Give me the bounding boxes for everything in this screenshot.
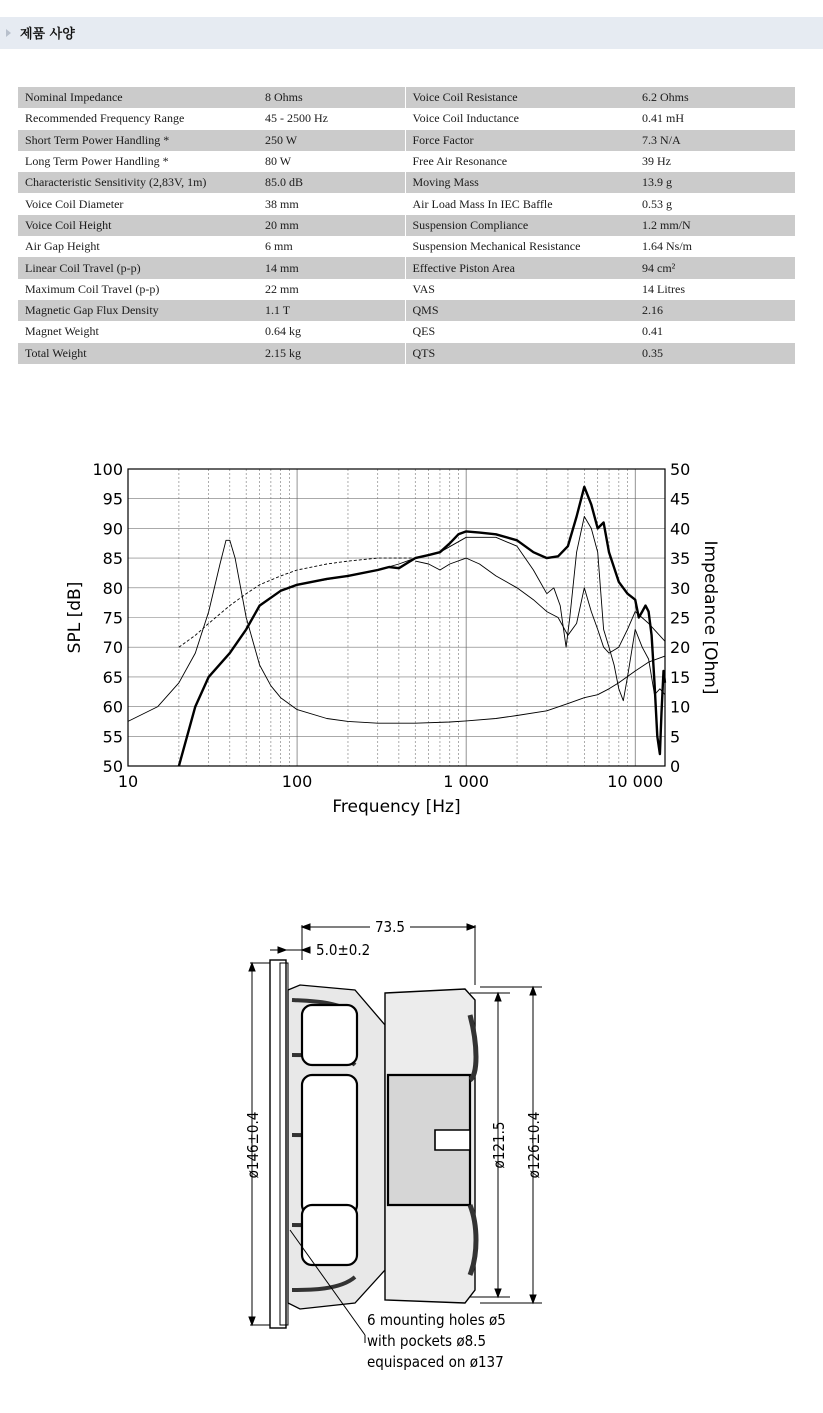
spec-value-right: 0.41 bbox=[642, 324, 663, 339]
dim-outer-diameter: ø146±0.4 bbox=[244, 1111, 262, 1179]
spec-value-left: 45 - 2500 Hz bbox=[265, 111, 328, 126]
x-axis-label: Frequency [Hz] bbox=[332, 797, 461, 817]
spec-value-right: 6.2 Ohms bbox=[635, 87, 795, 108]
spec-label-right: Free Air Resonance bbox=[405, 151, 635, 172]
spec-value-right: 2.16 bbox=[635, 300, 795, 321]
spec-label-right: Force Factor bbox=[405, 130, 635, 151]
spec-label-left: Characteristic Sensitivity (2,83V, 1m) bbox=[18, 172, 258, 193]
spec-label-right: Air Load Mass In IEC Baffle bbox=[405, 193, 635, 214]
note-line-1: 6 mounting holes ø5 bbox=[367, 1311, 506, 1329]
y-tick-label: 80 bbox=[102, 578, 123, 598]
dim-basket-diameter: ø121.5 bbox=[490, 1121, 508, 1169]
dim-magnet-diameter: ø126±0.4 bbox=[525, 1111, 543, 1179]
y2-tick-label: 5 bbox=[670, 727, 681, 747]
spec-value-left: 14 mm bbox=[258, 257, 405, 278]
spec-row bbox=[18, 257, 795, 278]
spec-label-left: Long Term Power Handling * bbox=[25, 154, 169, 169]
y-tick-label: 50 bbox=[102, 757, 123, 776]
dim-flange: 5.0±0.2 bbox=[316, 941, 371, 959]
y2-tick-label: 0 bbox=[670, 757, 681, 776]
spec-value-left: 1.1 T bbox=[258, 300, 405, 321]
spec-row bbox=[18, 130, 795, 151]
y2-tick-label: 45 bbox=[670, 489, 691, 509]
y2-axis-label: Impedance [Ohm] bbox=[700, 540, 720, 695]
section-title: 제품 사양 bbox=[20, 27, 75, 42]
spec-value-left: 6 mm bbox=[265, 239, 293, 254]
spec-value-right: 39 Hz bbox=[642, 154, 671, 169]
y-tick-label: 55 bbox=[102, 727, 123, 747]
spec-label-left: Magnetic Gap Flux Density bbox=[18, 300, 258, 321]
spec-label-right: QES bbox=[405, 321, 635, 342]
spec-label-right: Effective Piston Area bbox=[405, 257, 635, 278]
y2-tick-label: 40 bbox=[670, 519, 691, 539]
spec-row bbox=[18, 151, 795, 172]
spec-label-right: QMS bbox=[405, 300, 635, 321]
spec-row bbox=[18, 321, 795, 342]
chart-grid bbox=[128, 469, 665, 766]
spec-value-right: 13.9 g bbox=[635, 172, 795, 193]
spec-label-left: Voice Coil Diameter bbox=[25, 196, 124, 211]
spec-value-left: 250 W bbox=[258, 130, 405, 151]
y-tick-label: 95 bbox=[102, 489, 123, 509]
y-tick-label: 90 bbox=[102, 519, 123, 539]
spec-value-right: 94 cm² bbox=[635, 257, 795, 278]
spec-row bbox=[18, 343, 795, 364]
y-axis-label: SPL [dB] bbox=[65, 581, 85, 654]
y-tick-label: 100 bbox=[92, 460, 123, 479]
spec-row bbox=[18, 87, 795, 108]
spec-value-left: 85.0 dB bbox=[258, 172, 405, 193]
spec-value-right: 1.64 Ns/m bbox=[642, 239, 693, 254]
spec-label-right: Suspension Compliance bbox=[405, 215, 635, 236]
spec-label-left: Voice Coil Height bbox=[18, 215, 258, 236]
x-tick-label: 10 000 bbox=[607, 772, 664, 791]
y2-tick-label: 20 bbox=[670, 638, 691, 658]
bullet-icon bbox=[6, 29, 11, 37]
spec-row bbox=[18, 236, 795, 257]
spec-label-right: Moving Mass bbox=[405, 172, 635, 193]
section-header bbox=[0, 17, 823, 49]
y2-tick-label: 25 bbox=[670, 608, 691, 628]
spec-value-left: 38 mm bbox=[265, 196, 299, 211]
spec-row bbox=[18, 193, 795, 214]
spec-label-left: Short Term Power Handling * bbox=[18, 130, 258, 151]
frequency-response-chart bbox=[60, 455, 720, 825]
spec-label-left: Magnet Weight bbox=[25, 324, 99, 339]
spec-value-left: 22 mm bbox=[265, 281, 299, 296]
spec-label-left: Air Gap Height bbox=[25, 239, 100, 254]
spec-value-right: 0.41 mH bbox=[642, 111, 684, 126]
x-tick-label: 1 000 bbox=[443, 772, 490, 791]
spec-value-left: 2.15 kg bbox=[258, 343, 405, 364]
spec-value-right: 7.3 N/A bbox=[635, 130, 795, 151]
spec-label-right: Voice Coil Resistance bbox=[405, 87, 635, 108]
spec-value-right: 1.2 mm/N bbox=[635, 215, 795, 236]
y-tick-label: 75 bbox=[102, 608, 123, 628]
y2-tick-label: 15 bbox=[670, 667, 691, 687]
spec-value-right: 0.53 g bbox=[642, 196, 672, 211]
x-tick-label: 100 bbox=[281, 772, 313, 791]
spec-value-left: 20 mm bbox=[258, 215, 405, 236]
spec-label-left: Maximum Coil Travel (p-p) bbox=[25, 281, 160, 296]
spec-label-left: Linear Coil Travel (p-p) bbox=[18, 257, 258, 278]
y2-tick-label: 35 bbox=[670, 549, 691, 569]
spec-label-left: Total Weight bbox=[18, 343, 258, 364]
spec-row bbox=[18, 172, 795, 193]
spec-value-left: 0.64 kg bbox=[265, 324, 301, 339]
spec-label-right: VAS bbox=[405, 279, 635, 300]
y-tick-label: 60 bbox=[102, 697, 123, 717]
spec-label-left: Recommended Frequency Range bbox=[25, 111, 185, 126]
y2-tick-label: 30 bbox=[670, 578, 691, 598]
spec-label-right: Voice Coil Inductance bbox=[405, 108, 635, 129]
note-line-2: with pockets ø8.5 bbox=[367, 1332, 487, 1350]
flange-front bbox=[270, 960, 286, 1328]
spec-row bbox=[18, 108, 795, 129]
y-tick-label: 85 bbox=[102, 549, 123, 569]
x-tick-label: 10 bbox=[117, 772, 139, 791]
specs-table bbox=[18, 87, 795, 364]
spec-label-right: Suspension Mechanical Resistance bbox=[405, 236, 635, 257]
y2-tick-label: 50 bbox=[670, 460, 691, 479]
chart-axes bbox=[92, 460, 690, 791]
spec-value-left: 8 Ohms bbox=[258, 87, 405, 108]
spec-row bbox=[18, 300, 795, 321]
spec-row bbox=[18, 215, 795, 236]
spec-value-right: 14 Litres bbox=[642, 281, 685, 296]
y-tick-label: 70 bbox=[102, 638, 123, 658]
spec-value-left: 80 W bbox=[265, 154, 292, 169]
basket-window bbox=[302, 1075, 357, 1215]
series-line-2 bbox=[297, 517, 665, 701]
y-tick-label: 65 bbox=[102, 667, 123, 687]
dimension-drawing bbox=[230, 905, 560, 1385]
y2-tick-label: 10 bbox=[670, 697, 691, 717]
spec-row bbox=[18, 279, 795, 300]
dim-depth: 73.5 bbox=[374, 918, 406, 936]
spec-value-right: 0.35 bbox=[635, 343, 795, 364]
spec-label-left: Nominal Impedance bbox=[18, 87, 258, 108]
spec-label-right: QTS bbox=[405, 343, 635, 364]
note-line-3: equispaced on ø137 bbox=[367, 1353, 504, 1371]
